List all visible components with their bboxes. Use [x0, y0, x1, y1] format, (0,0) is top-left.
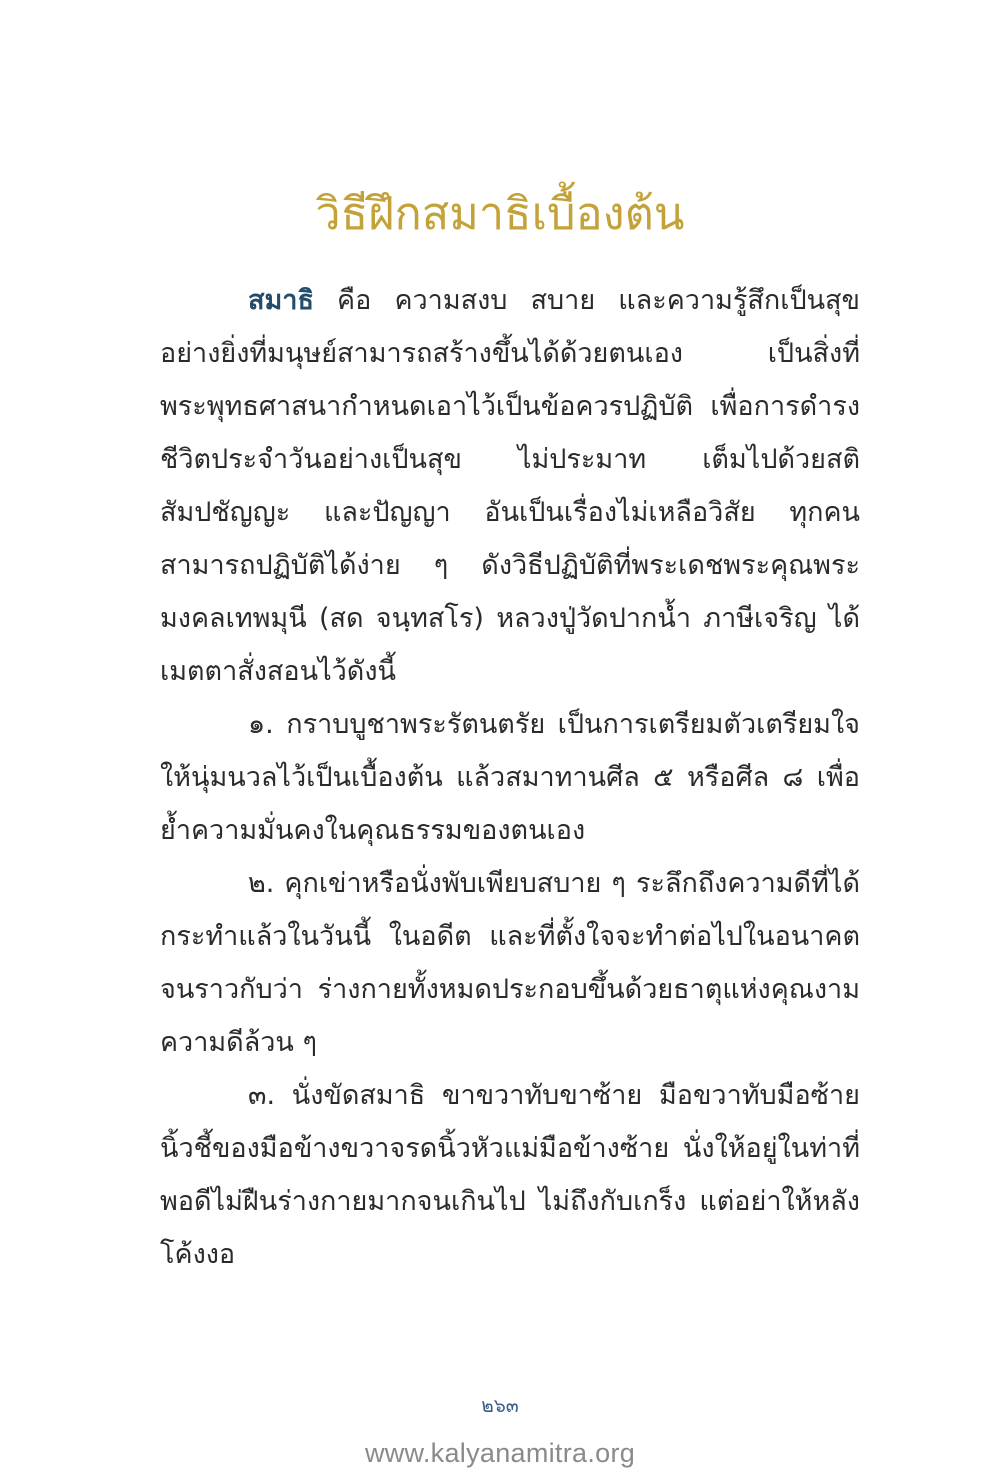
footer-url: www.kalyanamitra.org [364, 1438, 636, 1468]
intro-text: คือ ความสงบ สบาย และความรู้สึกเป็นสุขอย่างยิ่งที่มนุษย์สามารถสร้างขึ้นได้ด้วยตนเอง เป็นสิ่งที่พระพุทธศาสนากำหนดเอาไว้เป็นข้อควรปฏิบัติ เพื่อการดำรงชีวิตประจำวันอย่างเป็นสุข ไม่ประมาท เต็มไปด้วยสติ สัมปชัญญะ และปัญญา อันเป็นเรื่องไม่เหลือวิสัย ทุกคนสามารถปฏิบัติได้ง่าย ๆ ดังวิธีปฏิบัติที่พระเดชพระคุณพระมงคลเทพมุนี (สด จนฺทสโร) หลวงปู่วัดปากน้ำ ภาษีเจริญ ได้เมตตาสั่งสอนไว้ดังนี้ [160, 285, 860, 687]
intro-paragraph [160, 274, 860, 698]
intro-term: สมาธิ [248, 285, 314, 316]
step-3: ๓. นั่งขัดสมาธิ ขาขวาทับขาซ้าย มือขวาทับมือซ้าย นิ้วชี้ของมือข้างขวาจรดนิ้วหัวแม่มือข้างซ้าย นั่งให้อยู่ในท่าที่พอดีไม่ฝืนร่างกายมากจนเกินไป ไม่ถึงกับเกร็ง แต่อย่าให้หลังโค้งงอ [160, 1080, 860, 1270]
body-text [160, 274, 860, 1281]
page-number: ๒๖๓ [481, 1395, 519, 1417]
step-1: ๑. กราบบูชาพระรัตนตรัย เป็นการเตรียมตัวเตรียมใจให้นุ่มนวลไว้เป็นเบื้องต้น แล้วสมาทานศีล ๕ หรือศีล ๘ เพื่อย้ำความมั่นคงในคุณธรรมของตนเอง [160, 709, 860, 846]
page-title: วิธีฝึกสมาธิเบื้องต้น [315, 187, 685, 240]
step-2: ๒. คุกเข่าหรือนั่งพับเพียบสบาย ๆ ระลึกถึงความดีที่ได้กระทำแล้วในวันนี้ ในอดีต และที่ตั้งใจจะทำต่อไปในอนาคต จนราวกับว่า ร่างกายทั้งหมดประกอบขึ้นด้วยธาตุแห่งคุณงามความดีล้วน ๆ [160, 868, 860, 1058]
